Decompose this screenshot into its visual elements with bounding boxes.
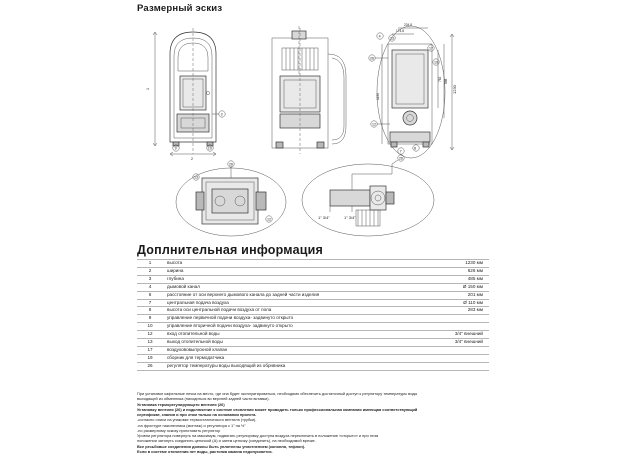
row-value — [419, 362, 489, 370]
row-value: 3/4" внешний — [419, 331, 489, 339]
front-view-drawing — [146, 28, 225, 161]
row-value — [419, 346, 489, 354]
row-number: 17 — [137, 346, 163, 354]
table-row — [137, 346, 489, 354]
svg-text:10: 10 — [207, 146, 212, 151]
row-value — [419, 354, 489, 362]
table-row — [137, 260, 489, 268]
svg-text:1130: 1130 — [376, 93, 380, 100]
row-value: Ø 150 мм — [419, 283, 489, 291]
svg-text:13: 13 — [390, 36, 394, 41]
row-label: высота оси центральной подачи воздуха от пола — [163, 307, 419, 315]
svg-text:9: 9 — [174, 146, 177, 151]
svg-text:26: 26 — [399, 156, 403, 161]
table-row — [137, 315, 489, 323]
svg-text:8: 8 — [414, 146, 416, 151]
row-label: глубина — [163, 275, 419, 283]
row-value: 485 мм — [419, 275, 489, 283]
row-number: 10 — [137, 323, 163, 331]
row-value: 283 мм — [419, 307, 489, 315]
svg-text:1230: 1230 — [452, 85, 457, 94]
note-line: При установке кафельные печка на место, где она будет эксплуатироваться, необходимо обеспечить достаточный доступ к регулятору температуры воды — [137, 391, 418, 396]
row-number: 19 — [137, 354, 163, 362]
note-line: Установку вентиля (26) и подключение к системе отопления может проводить только профессиональная компания имеющая соответствующий — [137, 406, 418, 412]
detail-view-left — [176, 161, 286, 236]
svg-text:1" 3/4": 1" 3/4" — [318, 215, 330, 220]
row-label: дымовой канал — [163, 283, 419, 291]
note-line: Установка терморегулирующего вентиля (26) — [137, 401, 225, 407]
table-row — [137, 323, 489, 331]
drawing-section-title: Размерный эскиз — [137, 3, 223, 14]
svg-text:1" 3/4": 1" 3/4" — [344, 215, 356, 220]
row-value: 3/4" внешний — [419, 339, 489, 347]
row-value: 201 мм — [419, 291, 489, 299]
side-section-drawing — [272, 26, 346, 154]
svg-text:888: 888 — [444, 78, 448, 84]
row-number: 2 — [137, 267, 163, 275]
svg-text:4: 4 — [378, 34, 381, 39]
row-value: Ø 110 мм — [419, 299, 489, 307]
row-number: 1 — [137, 260, 163, 268]
table-row — [137, 307, 489, 315]
row-value — [419, 315, 489, 323]
row-label: выход отопительной воды — [163, 339, 419, 347]
svg-text:12: 12 — [372, 122, 376, 127]
row-number: 3 — [137, 275, 163, 283]
svg-text:19: 19 — [434, 60, 438, 65]
row-number: 6 — [137, 291, 163, 299]
note-line: Если в системе отопления нет воды, растопка камина недопускается. — [137, 448, 273, 454]
table-row — [137, 362, 489, 370]
svg-text:13: 13 — [194, 175, 198, 180]
row-label: сборник для термодатчика — [163, 354, 419, 362]
specifications-table-body — [137, 260, 489, 371]
svg-text:17: 17 — [429, 46, 433, 51]
svg-text:1: 1 — [146, 88, 150, 90]
svg-text:7: 7 — [399, 149, 402, 154]
row-number: 4 — [137, 283, 163, 291]
table-row — [137, 299, 489, 307]
info-section-title: Доплнительная информация — [137, 243, 323, 257]
row-value: 626 мм — [419, 267, 489, 275]
svg-text:2: 2 — [191, 157, 193, 161]
specifications-table — [137, 259, 489, 371]
note-line: сертификат, знания и при этом только на основании проекта. — [137, 412, 257, 418]
row-label: расстояние от оси верхнего дымового канала до задней части изделия — [163, 291, 419, 299]
svg-text:174,8: 174,8 — [396, 29, 404, 33]
table-row — [137, 283, 489, 291]
row-value: 1230 мм — [419, 260, 489, 268]
note-line: выходящей из обменника (находиться во верхней задней части вставки). — [137, 396, 270, 402]
row-number: 13 — [137, 339, 163, 347]
row-label: воздухововыпускной клапан — [163, 346, 419, 354]
row-label: центральная подача воздуха — [163, 299, 419, 307]
table-row — [137, 267, 489, 275]
technical-drawings — [0, 14, 624, 242]
row-label: высота — [163, 260, 419, 268]
table-row — [137, 339, 489, 347]
table-row — [137, 331, 489, 339]
table-row — [137, 291, 489, 299]
note-line: положении затянуть соединить цепочкой (А) и затем цепочку (соединить), на необходимой врезке. — [137, 438, 316, 444]
svg-text:3: 3 — [220, 112, 223, 117]
row-number: 9 — [137, 315, 163, 323]
installation-notes — [137, 391, 489, 454]
table-row — [137, 354, 489, 362]
row-label: управление первичной подачи воздуха- задвинуто открыто — [163, 315, 419, 323]
detail-view-right — [302, 155, 434, 236]
svg-text:12: 12 — [267, 217, 271, 222]
svg-text:234,8: 234,8 — [404, 23, 412, 27]
row-number: 26 — [137, 362, 163, 370]
row-value — [419, 323, 489, 331]
row-label: ширина — [163, 267, 419, 275]
svg-text:762: 762 — [438, 76, 442, 82]
row-label: управление вторичной подачи воздуха- задвинуто открыто — [163, 323, 419, 331]
note-line: Уровни регулятора повернуть на максимум, подвигать регулировку доступа воздуха переключить в положение «открыто» и при этом — [137, 433, 379, 439]
note-line: -по размерному эскизу приготовить регулятор — [137, 427, 221, 433]
row-number: 12 — [137, 331, 163, 339]
row-label: вход отопительной воды — [163, 331, 419, 339]
svg-text:26: 26 — [229, 162, 233, 167]
row-number: 7 — [137, 299, 163, 307]
right-dimensioned-view — [369, 23, 457, 161]
note-line: Все резьбовые соединения должны быть уплотнены уплотнением (конопля, тефлон). — [137, 443, 306, 449]
note-line: -на фронтуре наконечника (монтаж) и регулятора с 1" на ½" — [137, 422, 246, 428]
table-row — [137, 275, 489, 283]
note-line: -согласно описи на упаковке термостатического вентиля (трубки), — [137, 417, 257, 423]
row-label: регулятор температуры воды выходящий из обрнвника — [163, 362, 419, 370]
row-number: 8 — [137, 307, 163, 315]
svg-text:26: 26 — [370, 56, 374, 61]
